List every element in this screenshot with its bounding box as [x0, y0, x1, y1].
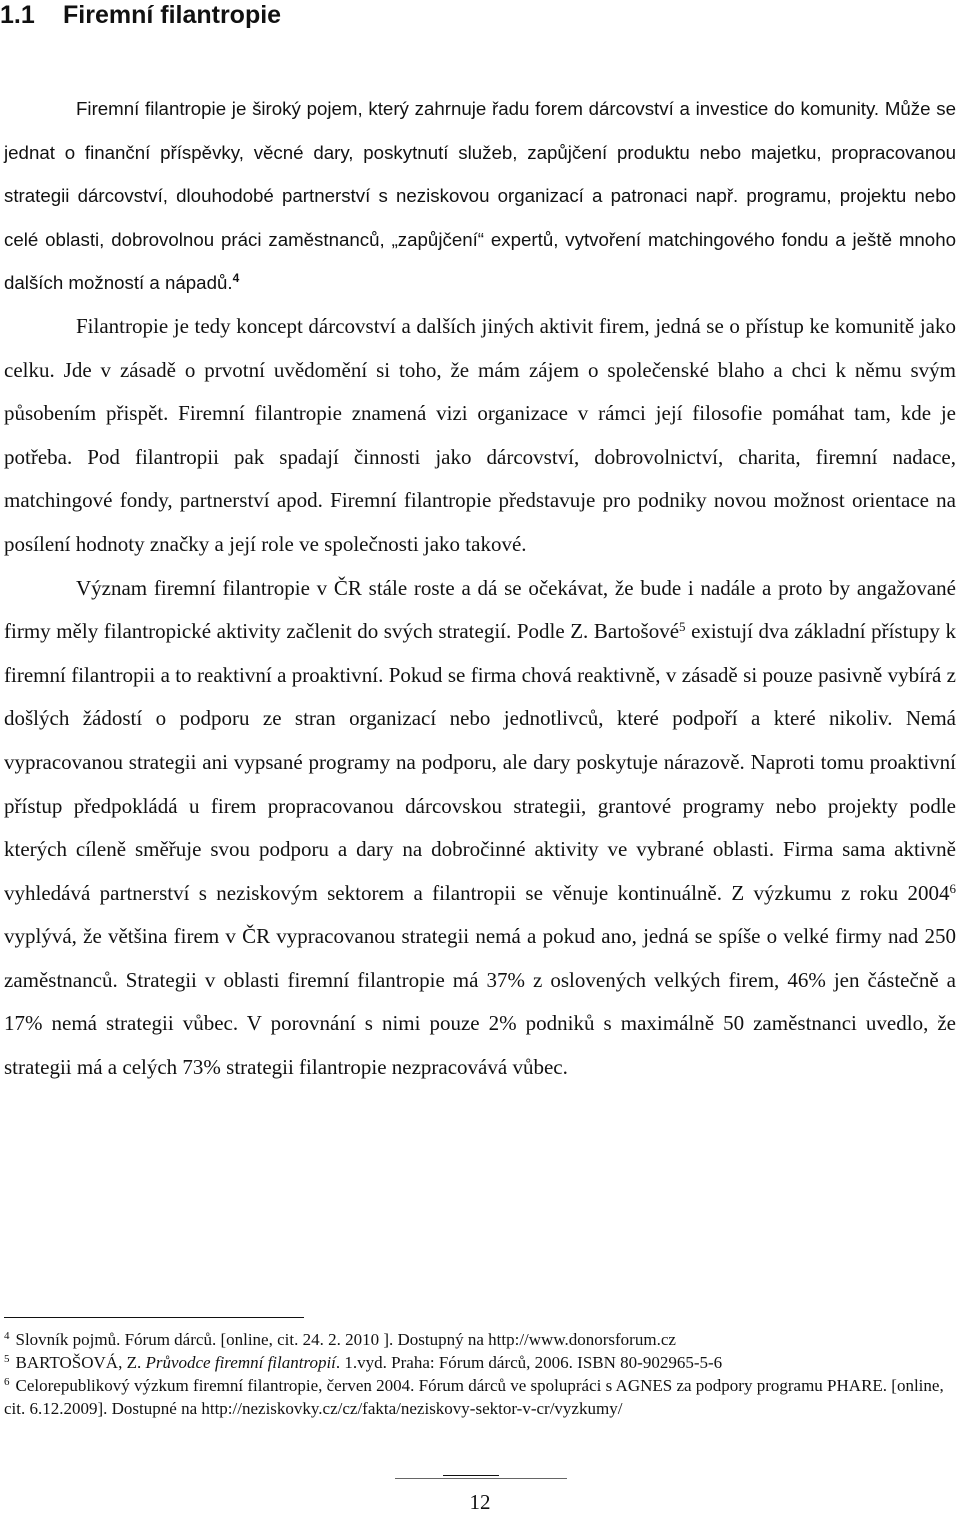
footer-rule	[443, 1475, 499, 1476]
footnote-separator	[4, 1317, 304, 1318]
paragraph-text: vyplývá, že většina firem v ČR vypracovanou strategii nemá a pokud ano, jedná se spíše o velké firmy nad 250 zaměstnanců. Strategii v oblasti firemní filantropie má 37% z oslovených velkých firem, 46% jen částečně a 17% nemá strategii vůbec. V porovnání s nimi pouze 2% podniků s maximálně 50 zaměstnanci uvedlo, že strategii má a celých 73% strategii filantropie nezpracovává vůbec.	[4, 924, 956, 1080]
footnote-text: Celorepublikový výzkum firemní filantropie, červen 2004. Fórum dárců ve spolupráci s AGNES za podpory programu PHARE. [online, cit. 6.12.2009]. Dostupné na http://neziskovky.cz/cz/fakta/neziskovy-sektor-v-cr/vyzkumy/	[4, 1376, 944, 1418]
section-title: Firemní filantropie	[63, 1, 282, 29]
footnote-book-title: Průvodce firemní filantropií	[145, 1353, 336, 1372]
paragraph-text: Filantropie je tedy koncept dárcovství a dalších jiných aktivit firem, jedná se o přístup ke komunitě jako celku. Jde v zásadě o prvotní uvědomění si toho, že mám zájem o společenské blaho a chci k němu svým působením přispět. Firemní filantropie znamená vizi organizace v rámci její filosofie pomáhat tam, kde je potřeba. Pod filantropii pak spadají činnosti jako dárcovství, dobrovolnictví, charita, firemní nadace, matchingové fondy, partnerství apod. Firemní filantropie představuje pro podniky novou možnost orientace na posílení hodnoty značky a její role ve společnosti jako takové.	[4, 313, 956, 556]
footnote	[4, 1328, 956, 1351]
footnote-author: BARTOŠOVÁ, Z.	[15, 1353, 146, 1372]
section-heading	[0, 0, 281, 30]
footnote	[4, 1351, 956, 1374]
footnote-reference[interactable]: 6	[949, 880, 956, 896]
footnote-reference[interactable]: 5	[679, 619, 686, 635]
footnote-marker: 4	[4, 1330, 10, 1342]
body-text	[4, 87, 956, 1090]
paragraph	[4, 87, 956, 305]
footnote-marker: 6	[4, 1376, 10, 1388]
section-number: 1.1	[0, 1, 35, 29]
footnote-text: . 1.vyd. Praha: Fórum dárců, 2006. ISBN 80-902965-5-6	[335, 1353, 723, 1372]
footnote-reference[interactable]: 4	[232, 271, 240, 286]
footer-rule	[395, 1478, 567, 1479]
paragraph	[4, 567, 956, 1090]
footnote-marker: 5	[4, 1353, 10, 1365]
footnote-text: Slovník pojmů. Fórum dárců. [online, cit. 24. 2. 2010 ]. Dostupný na http://www.donorsforum.cz	[15, 1330, 676, 1349]
page-number: 12	[469, 1490, 491, 1514]
paragraph-text: existují dva základní přístupy k firemní filantropii a to reaktivní a proaktivní. Pokud se firma chová reaktivně, v zásadě si pouze pasivně vybírá z došlých žádostí o podporu ze stran organizací nebo jednotlivců, které podpoří a které nikoliv. Nemá vypracovanou strategii ani vypsané programy na podporu, ale dary poskytuje nárazově. Naproti tomu proaktivní přístup předpokládá u firem propracovanou dárcovskou strategii, grantové programy nebo projekty podle kterých cíleně směřuje svou podporu a dary na dobročinné aktivity ve vybrané oblasti. Firma sama aktivně vyhledává partnerství s neziskovým sektorem a filantropii se věnuje kontinuálně. Z výzkumu z roku 2004	[4, 619, 956, 905]
footnotes	[4, 1328, 956, 1420]
paragraph-text: Význam firemní filantropie v ČR stále roste a dá se očekávat, že bude i nadále a proto by angažované firmy měly filantropické aktivity začlenit do svých strategií. Podle Z. Bartošové	[4, 575, 956, 644]
paragraph-text: Firemní filantropie je široký pojem, který zahrnuje řadu forem dárcovství a investice do komunity. Může se jednat o finanční příspěvky, věcné dary, poskytnutí služeb, zapůjčení produktu nebo majetku, propracovanou strategii dárcovství, dlouhodobé partnerství s neziskovou organizací a patronaci např. programu, projektu nebo celé oblasti, dobrovolnou práci zaměstnanců, „zapůjčení“ expertů, vytvoření matchingového fondu a ještě mnoho dalších možností a nápadů.	[4, 98, 956, 294]
footnote	[4, 1374, 956, 1420]
paragraph	[4, 305, 956, 567]
